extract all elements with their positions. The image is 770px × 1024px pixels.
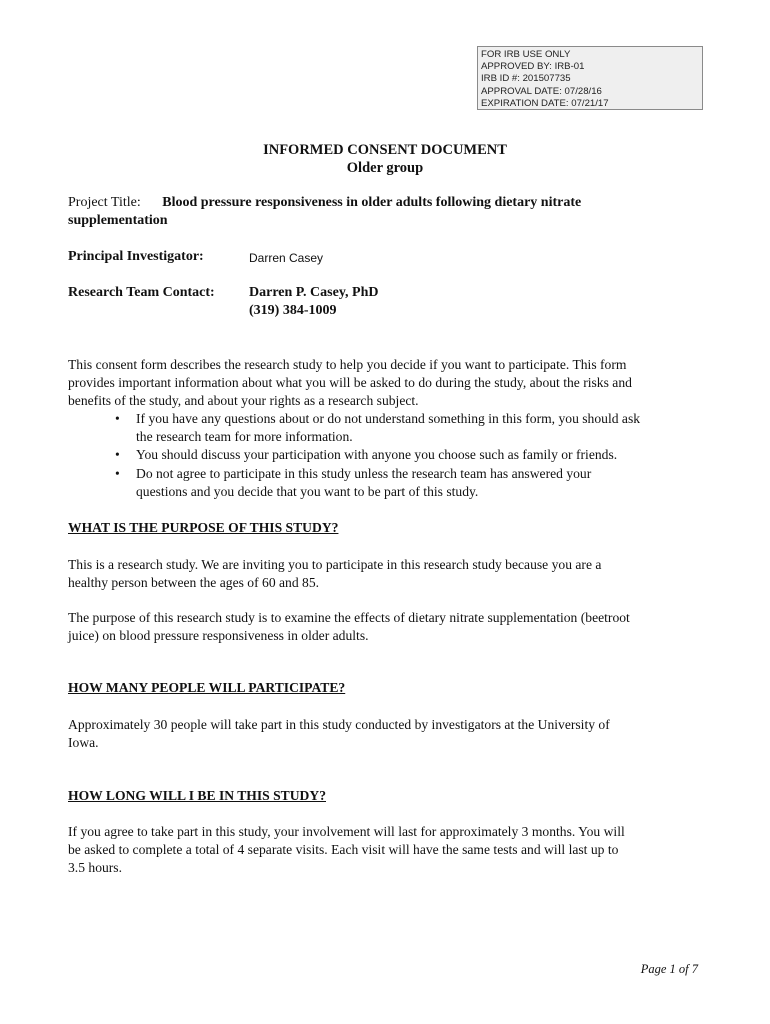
purpose-paragraph-1 [68,556,708,592]
section-heading-purpose: WHAT IS THE PURPOSE OF THIS STUDY? [68,520,339,535]
project-title-row [68,195,581,211]
bullet-icon: • [115,411,120,426]
bullet-icon: • [115,447,120,463]
irb-line: EXPIRATION DATE: 07/21/17 [481,97,609,109]
irb-line: APPROVAL DATE: 07/28/16 [481,85,602,97]
document-subtitle: Older group [346,160,424,176]
text-line: This is a research study. We are inviting you to participate in this research study because you are a [68,557,602,572]
text-line: Iowa. [68,735,99,751]
intro-paragraph [68,356,708,411]
pi-value: Darren Casey [249,251,324,265]
irb-approval-stamp [477,46,703,110]
text-line: questions and you decide that you want to be part of this study. [136,483,479,499]
text-line: benefits of the study, and about your rights as a research subject. [68,393,419,409]
text-line: You should discuss your participation with anyone you choose such as family or friends. [136,447,618,463]
document-title-block [0,141,770,177]
text-line: provides important information about what you will be asked to do during the study, about the risks and [68,375,632,391]
text-line: healthy person between the ages of 60 and 85. [68,575,320,591]
bullet-icon: • [115,465,120,481]
participants-paragraph [68,716,708,752]
intro-bullet-list [68,410,770,501]
irb-line: FOR IRB USE ONLY [481,49,571,60]
contact-label: Research Team Contact: [68,285,215,300]
section-heading-participants: HOW MANY PEOPLE WILL PARTICIPATE? [68,680,346,695]
text-line: Approximately 30 people will take part in this study conducted by investigators at the University of [68,717,610,732]
irb-line: IRB ID #: 201507735 [481,73,571,85]
project-title-value: Blood pressure responsiveness in older adults following dietary nitrate [162,195,582,210]
text-line: If you have any questions about or do not understand something in this form, you should ask [136,411,641,426]
list-item [115,410,770,446]
irb-line: APPROVED BY: IRB-01 [481,61,585,73]
project-title-label: Project Title: [68,195,141,210]
text-line: If you agree to take part in this study, your involvement will last for approximately 3 months. You will [68,824,625,839]
text-line: the research team for more information. [136,429,353,445]
duration-paragraph [68,823,708,878]
page-number: Page 1 of 7 [640,962,698,976]
document-title: INFORMED CONSENT DOCUMENT [263,142,507,158]
text-line: 3.5 hours. [68,860,122,876]
list-item [115,446,770,464]
pi-label: Principal Investigator: [68,249,204,264]
contact-name: Darren P. Casey, PhD [249,285,379,300]
text-line: Do not agree to participate in this study unless the research team has answered your [136,465,592,481]
section-heading-duration: HOW LONG WILL I BE IN THIS STUDY? [68,788,326,803]
text-line: be asked to complete a total of 4 separate visits. Each visit will have the same tests and will last up to [68,842,619,858]
contact-phone: (319) 384-1009 [249,303,337,318]
project-title-line2: supplementation [68,213,168,228]
text-line: juice) on blood pressure responsiveness in older adults. [68,628,369,644]
purpose-paragraph-2 [68,609,708,645]
text-line: The purpose of this research study is to examine the effects of dietary nitrate supplementation (beetroot [68,610,630,625]
list-item [115,465,770,501]
text-line: This consent form describes the research study to help you decide if you want to participate. This form [68,357,627,372]
